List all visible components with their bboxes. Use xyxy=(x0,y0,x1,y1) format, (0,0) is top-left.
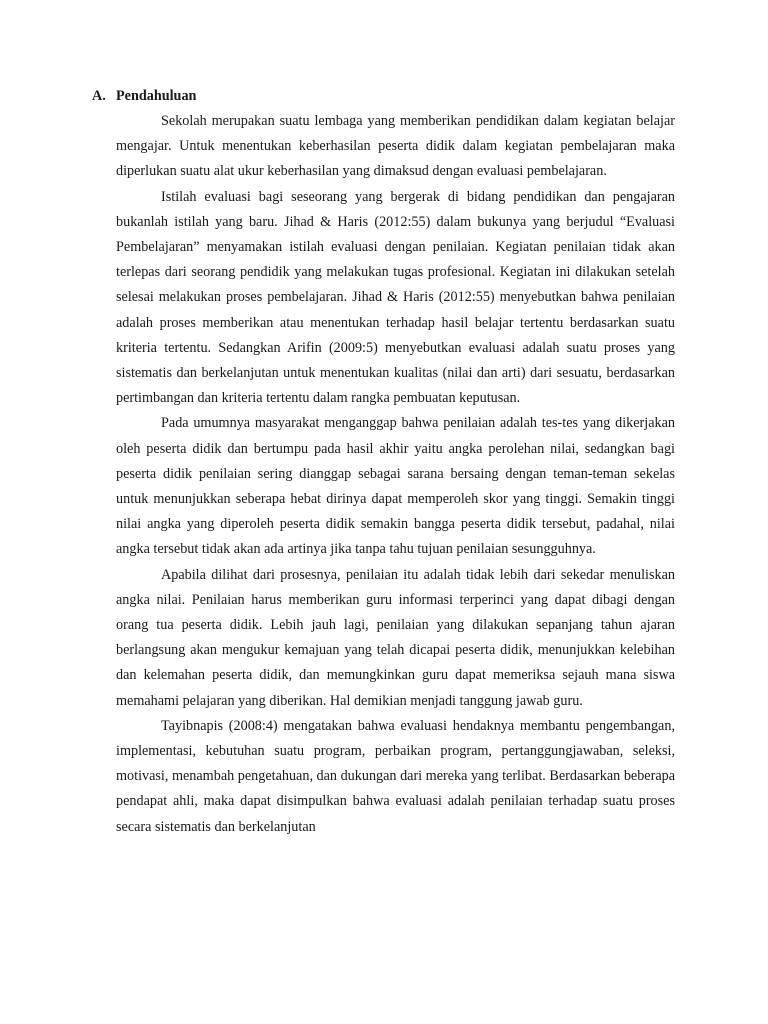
paragraph: Pada umumnya masyarakat menganggap bahwa penilaian adalah tes-tes yang dikerjakan oleh peserta didik dan bertumpu pada hasil akhir yaitu angka perolehan nilai, sedangkan bagi peserta didik penilaian sering dianggap sebagai sarana bersaing dengan teman-teman sekelas untuk menunjukkan seberapa hebat dirinya dapat memperoleh skor yang tinggi. Semakin tinggi nilai angka yang diperoleh peserta didik semakin bangga peserta didik tersebut, padahal, nilai angka tersebut tidak akan ada artinya jika tanpa tahu tujuan penilaian sesungguhnya. xyxy=(116,415,675,558)
section-number: A. xyxy=(92,88,106,104)
paragraph: Istilah evaluasi bagi seseorang yang bergerak di bidang pendidikan dan pengajaran bukanlah istilah yang baru. Jihad & Haris (2012:55) dalam bukunya yang berjudul “Evaluasi Pembelajaran” menyamakan istilah evaluasi dengan penilaian. Kegiatan penilaian tidak akan terlepas dari seorang pendidik yang melakukan tugas profesional. Kegiatan ini dilakukan setelah selesai melakukan proses pembelajaran. Jihad & Haris (2012:55) menyebutkan bahwa penilaian adalah proses memberikan atau menentukan terhadap hasil belajar tertentu berdasarkan suatu kriteria tertentu. Sedangkan Arifin (2009:5) menyebutkan evaluasi adalah suatu proses yang sistematis dan berkelanjutan untuk menentukan kualitas (nilai dan arti) dari sesuatu, berdasarkan pertimbangan dan kriteria tertentu dalam rangka pembuatan keputusan. xyxy=(116,188,675,407)
section-title: Pendahuluan xyxy=(116,88,197,104)
paragraph: Apabila dilihat dari prosesnya, penilaian itu adalah tidak lebih dari sekedar menuliskan angka nilai. Penilaian harus memberikan guru informasi terperinci yang dapat dibagi dengan orang tua peserta didik. Lebih jauh lagi, penilaian yang dilakukan sepanjang tahun ajaran berlangsung akan mengukur kemajuan yang telah dicapai peserta didik, menunjukkan kelebihan dan kelemahan peserta didik, dan memungkinkan guru dapat memeriksa sejauh mana siswa memahami pelajaran yang diberikan. Hal demikian menjadi tanggung jawab guru. xyxy=(116,566,675,709)
section-heading xyxy=(92,86,675,106)
paragraph: Sekolah merupakan suatu lembaga yang memberikan pendidikan dalam kegiatan belajar mengajar. Untuk menentukan keberhasilan peserta didik dalam kegiatan pembelajaran maka diperlukan suatu alat ukur keberhasilan yang dimaksud dengan evaluasi pembelajaran. xyxy=(116,113,675,180)
section-body xyxy=(116,109,675,840)
paragraph: Tayibnapis (2008:4) mengatakan bahwa evaluasi hendaknya membantu pengembangan, implementasi, kebutuhan suatu program, perbaikan program, pertanggungjawaban, seleksi, motivasi, menambah pengetahuan, dan dukungan dari mereka yang terlibat. Berdasarkan beberapa pendapat ahli, maka dapat disimpulkan bahwa evaluasi adalah penilaian terhadap suatu proses secara sistematis dan berkelanjutan xyxy=(116,717,676,835)
document-content xyxy=(92,86,675,840)
